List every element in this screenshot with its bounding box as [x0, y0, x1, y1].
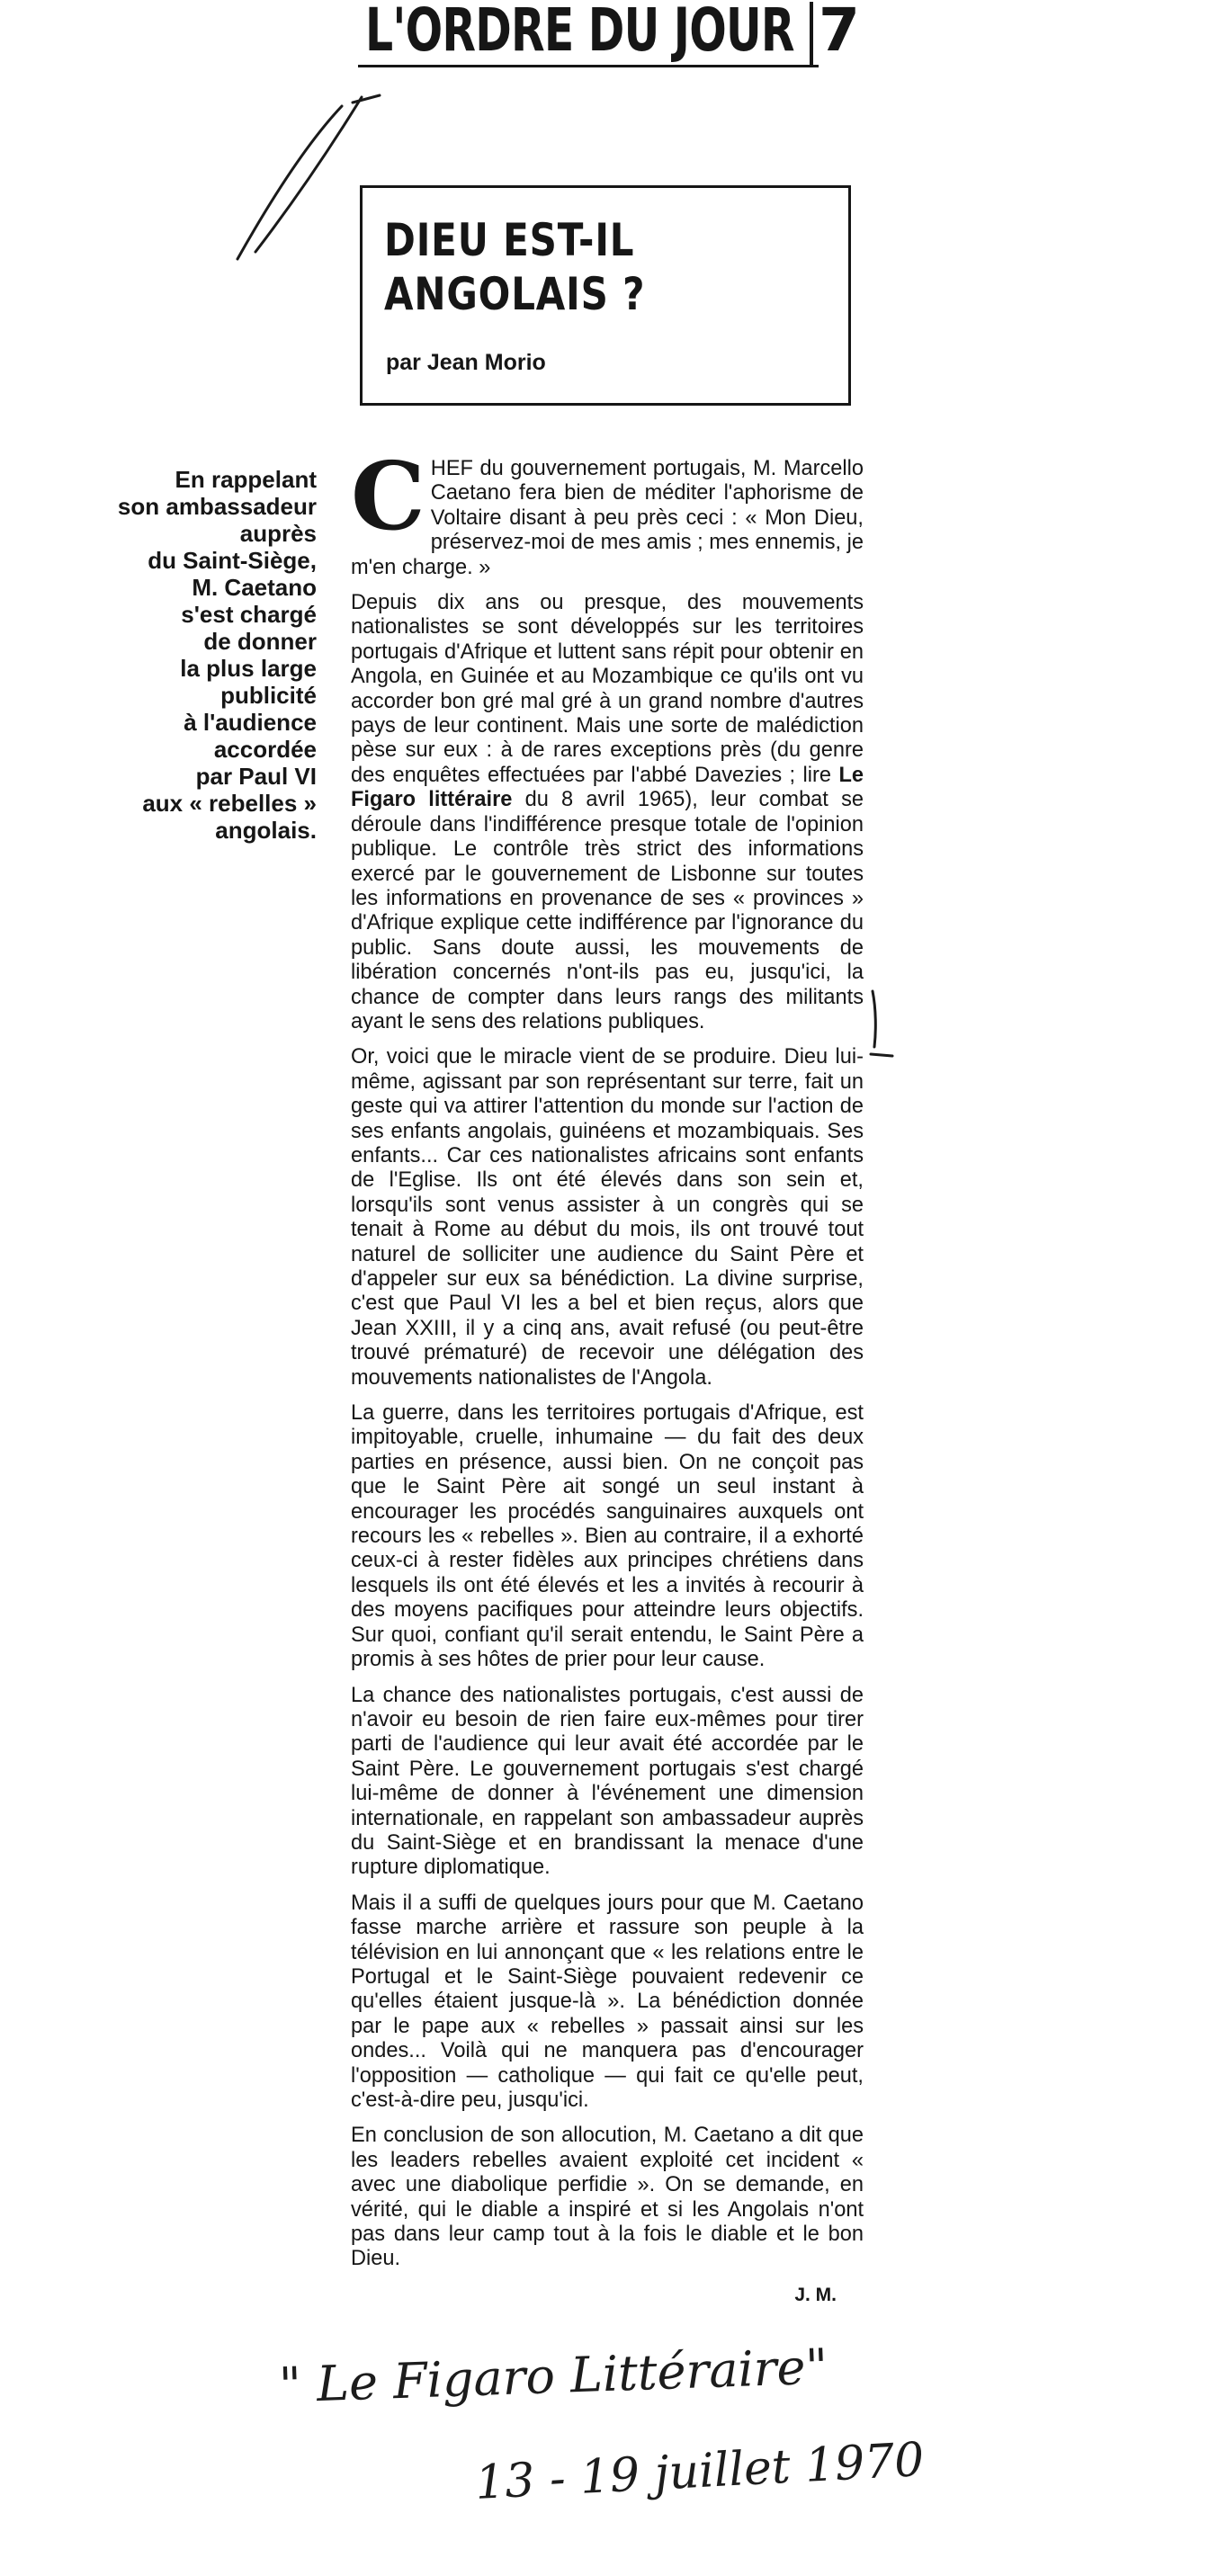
sidebar-line: de donner	[203, 628, 317, 655]
publication-reference: Le Figaro littéraire	[351, 763, 864, 812]
sidebar-line: son ambassadeur	[117, 493, 317, 520]
author-initials: J. M.	[794, 2284, 837, 2305]
sidebar-pullquote	[63, 466, 317, 844]
sidebar-line: accordée	[213, 736, 317, 763]
article-paragraph-7: En conclusion de son allocution, M. Caetano a dit que les leaders rebelles avaient exploité cet incident « avec une diabolique perfidie ». On se demande, en vérité, qui le diable a inspiré et si les Angolais n'ont pas dans leur camp tout à la fois le diable et le bon Dieu.	[351, 2124, 864, 2271]
handwritten-date-note: 13 - 19 juillet 1970	[473, 2432, 926, 2511]
paragraph-text: Depuis dix ans ou presque, des mouvements nationalistes se sont développés sur les territoires portugais d'Afrique et luttent sans répit pour obtenir en Angola, en Guinée et au Mozambique ce qu'ils ont vu accorder bon gré mal gré à un grand nombre d'autres pays de leur continent. Mais une sorte de malédiction pèse sur eux : à de rares exceptions près (du genre des enquêtes effectuées par l'abbé Davezies ; lire	[351, 591, 864, 787]
masthead	[358, 0, 862, 72]
headline-line-1: DIEU EST-IL	[384, 214, 635, 266]
sidebar-line: aux « rebelles »	[142, 790, 317, 817]
headline	[384, 213, 645, 321]
paragraph-text: HEF du gouvernement portugais, M. Marcello Caetano fera bien de méditer l'aphorisme de Voltaire disant à peu près ceci : « Mon Dieu, préservez-moi de mes amis ; mes ennemis, je m'en charge. »	[351, 457, 864, 579]
handwritten-source-note: " Le Figaro Littéraire"	[278, 2338, 829, 2414]
article-paragraph-6: Mais il a suffi de quelques jours pour que M. Caetano fasse marche arrière et rassure son peuple à la télévision en lui annonçant que « les relations entre le Portugal et le Saint-Siège pouvaient redevenir ce qu'elles étaient jusque-là ». La bénédiction donnée par le pape aux « rebelles » passait ainsi sur les ondes... Voilà qui ne manquera pas d'encourager l'opposition — catholique — qui fait ce qu'elle peut, c'est-à-dire peu, jusqu'ici.	[351, 1891, 864, 2112]
page-number: 7	[819, 0, 860, 65]
article-paragraph-4: La guerre, dans les territoires portugais d'Afrique, est impitoyable, cruelle, inhumaine — du fait des deux parties en présence, aussi bien. On ne conçoit pas que le Saint Père ait songé un seul instant à encourager les procédés sanguinaires auxquels ont recours les « rebelles ». Bien au contraire, il a exhorté ceux-ci à rester fidèles aux principes chrétiens dans lesquels ils ont été élevés et les a invités à recourir à des moyens pacifiques pour atteindre leurs objectifs. Sur quoi, confiant qu'il serait entendu, le Saint Père a promis à ses hôtes de prier pour leur cause.	[351, 1401, 864, 1672]
masthead-rule	[358, 65, 819, 67]
sidebar-line: publicité	[220, 682, 317, 709]
headline-box	[360, 185, 851, 406]
sidebar-line: par Paul VI	[195, 763, 317, 790]
headline-line-2: ANGOLAIS ?	[384, 268, 646, 320]
drop-cap: C	[351, 441, 425, 551]
article-paragraph-5: La chance des nationalistes portugais, c'est aussi de n'avoir eu besoin de rien faire eux-mêmes pour tirer parti de l'audience qui leur avait été accordée par le Saint Père. Le gouvernement portugais s'est chargé lui-même de donner à l'événement une dimension internationale, en rappelant son ambassadeur auprès du Saint-Siège et en brandissant la menace d'une rupture diplomatique.	[351, 1683, 864, 1880]
section-title: L'ORDRE DU JOUR	[365, 0, 794, 65]
sidebar-line: la plus large	[180, 655, 317, 682]
article-paragraph-3: Or, voici que le miracle vient de se produire. Dieu lui-même, agissant par son représentant sur terre, fait un geste qui va attirer l'attention du monde sur l'action de ses enfants angolais, guinéens et mozambiquais. Ses enfants... Car ces nationalistes africains sont enfants de l'Eglise. Ils ont été élevés dans son sein et, lorsqu'ils sont venus assister à un congrès qui se tenait à Rome au début du mois, ils ont trouvé tout naturel de solliciter une audience du Saint Père et d'appeler sur eux sa bénédiction. La divine surprise, c'est que Paul VI les a bel et bien reçus, alors que Jean XXIII, il y a cinq ans, avait refusé (ou peut-être trouvé prématuré) de recevoir une délégation des mouvements nationalistes de l'Angola.	[351, 1045, 864, 1390]
article-paragraph-1	[351, 441, 864, 580]
sidebar-line: du Saint-Siège,	[148, 547, 317, 574]
sidebar-line: angolais.	[215, 817, 317, 844]
paragraph-text: du 8 avril 1965), leur combat se déroule dans l'indifférence presque totale de l'opinion publique. Le contrôle très strict des informations exercé par le gouvernement de Lisbonne sur toutes les informations en provenance de ses « provinces » d'Afrique explique cette indifférence par l'ignorance du public. Sans doute aussi, les mouvements de libération concernés n'ont-ils pas eu, jusqu'ici, la chance de compter dans leurs rangs des militants ayant le sens des relations publiques.	[351, 788, 864, 1033]
masthead-separator	[810, 2, 813, 67]
article-paragraph-2	[351, 591, 864, 1034]
sidebar-line: auprès	[239, 520, 317, 547]
sidebar-line: à l'audience	[184, 709, 317, 736]
sidebar-line: s'est chargé	[181, 601, 317, 628]
article-body	[351, 441, 864, 2307]
sidebar-line: En rappelant	[175, 466, 317, 493]
margin-bracket-mark	[865, 988, 901, 1069]
sidebar-line: M. Caetano	[192, 574, 317, 601]
byline: par Jean Morio	[386, 350, 546, 375]
